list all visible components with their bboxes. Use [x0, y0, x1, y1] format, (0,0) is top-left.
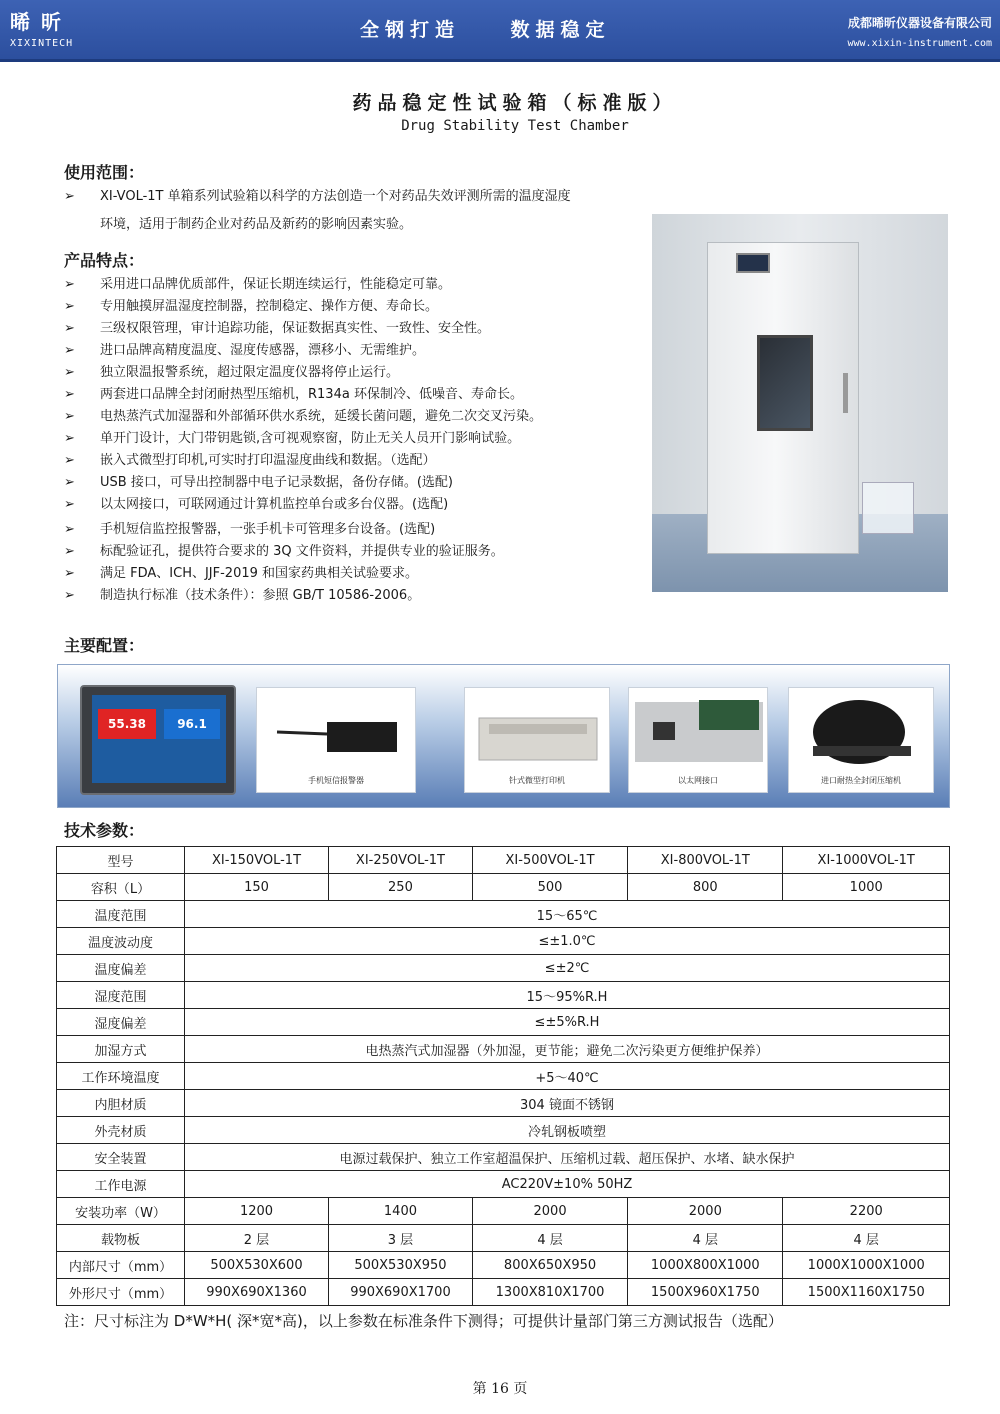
table-cell: 4 层 — [628, 1225, 783, 1252]
usage-line-1: XI-VOL-1T 单箱系列试验箱以科学的方法创造一个对药品失效评测所需的温度湿度 — [100, 189, 571, 204]
table-row — [57, 1036, 950, 1063]
row-label: 内胆材质 — [57, 1090, 185, 1117]
feature-item — [64, 340, 425, 362]
table-cell: 4 层 — [783, 1225, 950, 1252]
table-cell: 冷轧钢板喷塑 — [185, 1117, 950, 1144]
table-row — [57, 1252, 950, 1279]
page-number: 第 16 页 — [472, 1381, 528, 1397]
table-cell: ≤±2℃ — [185, 955, 950, 982]
product-photo — [652, 214, 948, 592]
row-label: 安装功率（W） — [57, 1198, 185, 1225]
table-cell: 800X650X950 — [472, 1252, 627, 1279]
feature-item — [64, 494, 448, 516]
feature-text: 进口品牌高精度温度、湿度传感器，漂移小、无需维护。 — [100, 343, 426, 358]
usage-item — [64, 186, 571, 208]
feature-text: 满足 FDA、ICH、JJF-2019 和国家药典相关试验要求。 — [100, 566, 419, 581]
arrow-icon: ➢ — [64, 431, 75, 446]
table-cell: 150 — [185, 874, 329, 901]
feature-text: 嵌入式微型打印机,可实时打印温湿度曲线和数据。（选配） — [100, 453, 436, 468]
header-bar — [0, 0, 1000, 62]
table-cell: ≤±1.0℃ — [185, 928, 950, 955]
feature-text: 两套进口品牌全封闭耐热型压缩机，R134a 环保制冷、低噪音、寿命长。 — [100, 387, 523, 402]
row-label: 型号 — [57, 847, 185, 874]
table-row — [57, 901, 950, 928]
ethernet-icon — [629, 688, 768, 768]
feature-text: 制造执行标准（技术条件）：参照 GB/T 10586-2006。 — [100, 588, 421, 603]
feature-text: 采用进口品牌优质部件，保证长期连续运行，性能稳定可靠。 — [100, 277, 452, 292]
table-cell: AC220V±10% 50HZ — [185, 1171, 950, 1198]
table-row — [57, 1090, 950, 1117]
arrow-icon: ➢ — [64, 387, 75, 402]
header-slogan: 全钢打造 数据稳定 — [360, 19, 611, 41]
feature-text: 专用触摸屏温湿度控制器，控制稳定、操作方便、寿命长。 — [100, 299, 439, 314]
table-cell: 1000 — [783, 874, 950, 901]
feature-text: 三级权限管理，审计追踪功能，保证数据真实性、一致性、安全性。 — [100, 321, 491, 336]
arrow-icon: ➢ — [64, 365, 75, 380]
row-label: 外壳材质 — [57, 1117, 185, 1144]
footnote: 注：尺寸标注为 D*W*H( 深*宽*高)，以上参数在标准条件下测得；可提供计量部门第三方测试报告（选配） — [64, 1312, 783, 1330]
feature-item — [64, 563, 418, 585]
row-label: 外形尺寸（mm） — [57, 1279, 185, 1306]
config-heading: 主要配置： — [64, 636, 145, 655]
logo-text-cn: 晞 昕 — [10, 10, 63, 34]
table-cell: +5～40℃ — [185, 1063, 950, 1090]
features-heading: 产品特点： — [64, 251, 145, 270]
table-cell: 800 — [628, 874, 783, 901]
arrow-icon: ➢ — [64, 277, 75, 292]
table-cell: 1000X800X1000 — [628, 1252, 783, 1279]
table-cell: 1200 — [185, 1198, 329, 1225]
humidity-readout: 96.1 — [164, 709, 220, 739]
table-cell: 990X690X1700 — [328, 1279, 472, 1306]
feature-item — [64, 541, 504, 563]
row-label: 工作环境温度 — [57, 1063, 185, 1090]
feature-item — [64, 296, 438, 318]
ethernet-label: 以太网接口 — [678, 776, 718, 785]
table-cell: 2 层 — [185, 1225, 329, 1252]
chamber-window — [757, 335, 813, 431]
table-cell: ≤±5%R.H — [185, 1009, 950, 1036]
compressor-label: 进口耐热全封闭压缩机 — [821, 776, 901, 785]
row-label: 湿度范围 — [57, 982, 185, 1009]
table-row — [57, 1198, 950, 1225]
usage-line-2: 环境，适用于制药企业对药品及新药的影响因素实验。 — [100, 217, 413, 232]
table-cell: 1500X1160X1750 — [783, 1279, 950, 1306]
table-cell: 15～95%R.H — [185, 982, 950, 1009]
printer-card — [464, 687, 610, 793]
row-label: 内部尺寸（mm） — [57, 1252, 185, 1279]
compressor-icon — [789, 688, 934, 768]
table-cell: 250 — [328, 874, 472, 901]
table-row — [57, 1063, 950, 1090]
table-cell: 2000 — [472, 1198, 627, 1225]
feature-text: 以太网接口，可联网通过计算机监控单台或多台仪器。(选配) — [100, 497, 449, 512]
feature-item — [64, 384, 523, 406]
row-label: 加湿方式 — [57, 1036, 185, 1063]
compressor-card — [788, 687, 934, 793]
website-link[interactable]: www.xixin-instrument.com — [847, 38, 992, 49]
arrow-icon: ➢ — [64, 189, 75, 204]
table-row — [57, 847, 950, 874]
table-row — [57, 982, 950, 1009]
table-row — [57, 874, 950, 901]
feature-item — [64, 362, 399, 384]
sms-alarm-label: 手机短信报警器 — [308, 776, 364, 785]
chamber-illustration — [707, 242, 859, 554]
feature-text: 单开门设计，大门带钥匙锁,含可视观察窗，防止无关人员开门影响试验。 — [100, 431, 521, 446]
table-cell: 500 — [472, 874, 627, 901]
table-cell: 3 层 — [328, 1225, 472, 1252]
sms-alarm-icon — [257, 688, 416, 768]
row-label: 工作电源 — [57, 1171, 185, 1198]
table-cell: 1300X810X1700 — [472, 1279, 627, 1306]
table-cell: 2000 — [628, 1198, 783, 1225]
config-panel — [57, 664, 950, 808]
row-label: 载物板 — [57, 1225, 185, 1252]
row-label: 温度波动度 — [57, 928, 185, 955]
table-row — [57, 1279, 950, 1306]
row-label: 温度范围 — [57, 901, 185, 928]
table-cell: XI-500VOL-1T — [472, 847, 627, 874]
chamber-handle — [843, 373, 848, 413]
specs-heading: 技术参数： — [64, 821, 145, 840]
table-cell: 1500X960X1750 — [628, 1279, 783, 1306]
feature-text: 独立限温报警系统，超过限定温度仪器将停止运行。 — [100, 365, 400, 380]
feature-item — [64, 274, 451, 296]
table-cell: XI-800VOL-1T — [628, 847, 783, 874]
arrow-icon: ➢ — [64, 544, 75, 559]
temperature-readout: 55.38 — [98, 709, 156, 739]
arrow-icon: ➢ — [64, 409, 75, 424]
touchscreen-controller — [80, 685, 236, 795]
table-cell: 1400 — [328, 1198, 472, 1225]
feature-text: 电热蒸汽式加湿器和外部循环供水系统，延缓长菌问题，避免二次交叉污染。 — [100, 409, 543, 424]
table-row — [57, 928, 950, 955]
arrow-icon: ➢ — [64, 497, 75, 512]
row-label: 容积（L） — [57, 874, 185, 901]
feature-item — [64, 472, 453, 494]
row-label: 湿度偏差 — [57, 1009, 185, 1036]
sms-alarm-card — [256, 687, 416, 793]
table-cell: 500X530X600 — [185, 1252, 329, 1279]
chamber-screen — [736, 253, 770, 273]
table-cell: XI-1000VOL-1T — [783, 847, 950, 874]
table-cell: 15～65℃ — [185, 901, 950, 928]
table-cell: 304 镜面不锈钢 — [185, 1090, 950, 1117]
ethernet-card — [628, 687, 768, 793]
table-cell: 电源过载保护、独立工作室超温保护、压缩机过载、超压保护、水堵、缺水保护 — [185, 1144, 950, 1171]
page-title: 药品稳定性试验箱（标准版） — [352, 92, 678, 114]
table-row — [57, 1009, 950, 1036]
feature-item — [64, 450, 436, 472]
row-label: 温度偏差 — [57, 955, 185, 982]
arrow-icon: ➢ — [64, 475, 75, 490]
table-cell: 4 层 — [472, 1225, 627, 1252]
table-row — [57, 1171, 950, 1198]
table-row — [57, 1144, 950, 1171]
table-row — [57, 1225, 950, 1252]
table-row — [57, 1117, 950, 1144]
spec-table — [56, 846, 950, 1306]
company-name: 成都晞昕仪器设备有限公司 — [847, 16, 992, 30]
arrow-icon: ➢ — [64, 522, 75, 537]
printer-icon — [465, 688, 610, 768]
printer-label: 针式微型打印机 — [509, 776, 565, 785]
feature-text: 手机短信监控报警器，一张手机卡可管理多台设备。(选配) — [100, 522, 436, 537]
feature-item — [64, 406, 542, 428]
row-label: 安全装置 — [57, 1144, 185, 1171]
table-row — [57, 955, 950, 982]
arrow-icon: ➢ — [64, 343, 75, 358]
arrow-icon: ➢ — [64, 321, 75, 336]
logo-text-en: XIXINTECH — [10, 38, 74, 49]
water-tank — [862, 482, 914, 534]
arrow-icon: ➢ — [64, 588, 75, 603]
arrow-icon: ➢ — [64, 566, 75, 581]
feature-item — [64, 519, 435, 541]
table-cell: 990X690X1360 — [185, 1279, 329, 1306]
table-cell: 电热蒸汽式加湿器（外加湿，更节能；避免二次污染更方便维护保养） — [185, 1036, 950, 1063]
table-cell: XI-250VOL-1T — [328, 847, 472, 874]
arrow-icon: ➢ — [64, 453, 75, 468]
feature-item — [64, 318, 490, 340]
controller-screen — [92, 695, 226, 783]
table-cell: 1000X1000X1000 — [783, 1252, 950, 1279]
feature-text: USB 接口，可导出控制器中电子记录数据，备份存储。(选配) — [100, 475, 453, 490]
table-cell: XI-150VOL-1T — [185, 847, 329, 874]
page-subtitle: Drug Stability Test Chamber — [401, 118, 629, 134]
table-cell: 500X530X950 — [328, 1252, 472, 1279]
feature-text: 标配验证孔，提供符合要求的 3Q 文件资料，并提供专业的验证服务。 — [100, 544, 504, 559]
usage-heading: 使用范围： — [64, 163, 145, 182]
arrow-icon: ➢ — [64, 299, 75, 314]
table-cell: 2200 — [783, 1198, 950, 1225]
feature-item — [64, 428, 520, 450]
feature-item — [64, 585, 420, 607]
